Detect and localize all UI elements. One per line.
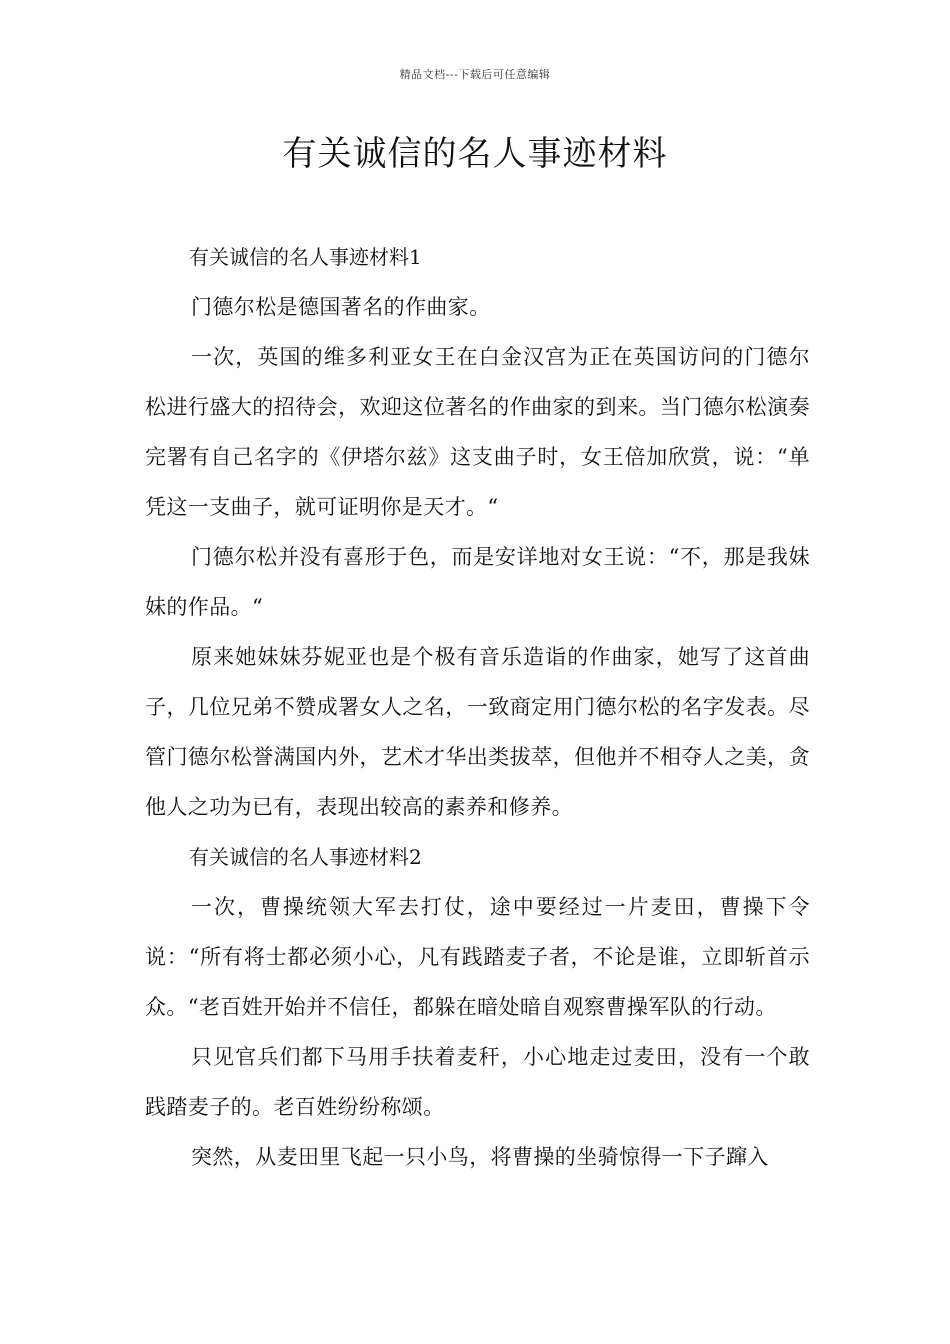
section-heading-1: 有关诚信的名人事迹材料1 bbox=[189, 245, 422, 269]
paragraph: 一次，曹操统领大军去打仗，途中要经过一片麦田，曹操下令说：“所有将士都必须小心，凡有践踏麦子者，不论是谁，立即斩首示众。“老百姓开始并不信任，都躲在暗处暗自观察曹操军队的行动。 bbox=[145, 895, 810, 1019]
paragraph: 只见官兵们都下马用手扶着麦秆，小心地走过麦田，没有一个敢践踏麦子的。老百姓纷纷称颂。 bbox=[145, 1045, 810, 1119]
document-title: 有关诚信的名人事迹材料 bbox=[282, 134, 668, 174]
section-heading-2: 有关诚信的名人事迹材料2 bbox=[189, 845, 422, 869]
paragraph: 原来她妹妹芬妮亚也是个极有音乐造诣的作曲家，她写了这首曲子，几位兄弟不赞成署女人之名，一致商定用门德尔松的名字发表。尽管门德尔松誉满国内外，艺术才华出类拔萃，但他并不相夺人之美，贪他人之功为已有，表现出较高的素养和修养。 bbox=[145, 645, 810, 819]
page-header: 精品文档---下载后可任意编辑 bbox=[399, 68, 551, 81]
paragraph: 门德尔松并没有喜形于色，而是安详地对女王说：“不，那是我妹妹的作品。“ bbox=[145, 545, 810, 619]
paragraph: 门德尔松是德国著名的作曲家。 bbox=[191, 295, 491, 319]
paragraph: 一次，英国的维多利亚女王在白金汉宫为正在英国访问的门德尔松进行盛大的招待会，欢迎这位著名的作曲家的到来。当门德尔松演奏完署有自己名字的《伊塔尔兹》这支曲子时，女王倍加欣赏，说：“单凭这一支曲子，就可证明你是天才。“ bbox=[145, 345, 810, 519]
document-body bbox=[145, 232, 810, 1182]
paragraph: 突然，从麦田里飞起一只小鸟，将曹操的坐骑惊得一下子蹿入 bbox=[191, 1145, 769, 1169]
